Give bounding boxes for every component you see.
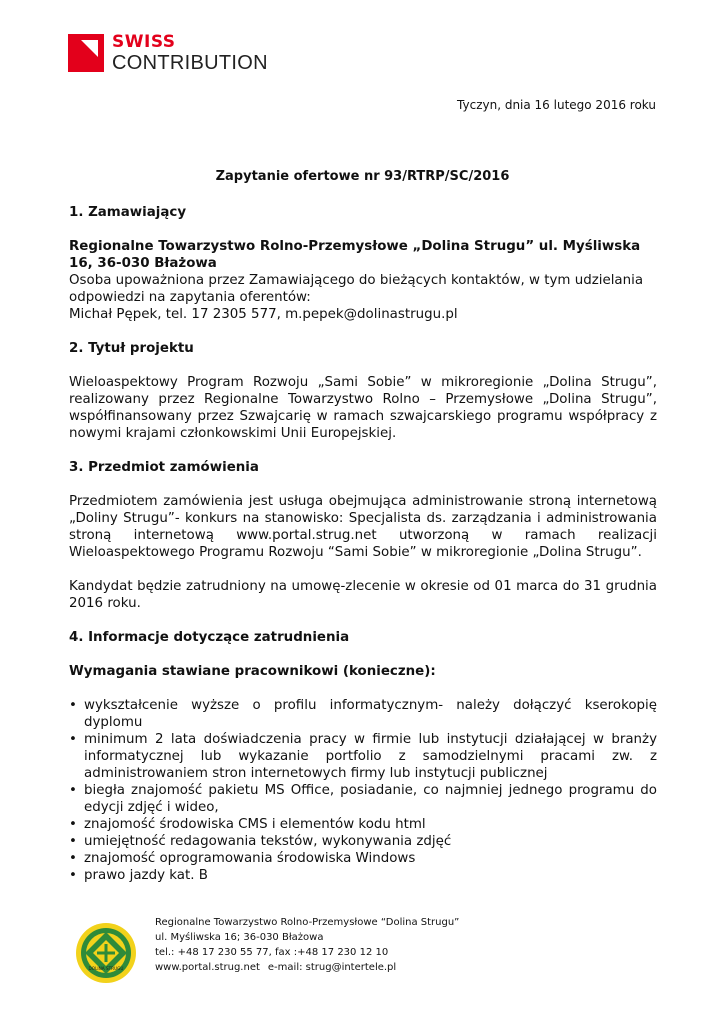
logo-swiss-text: SWISS xyxy=(112,32,176,52)
list-item: • umiejętność redagowania tekstów, wykonywania zdjęć xyxy=(69,833,657,850)
section-3-heading: 3. Przedmiot zamówienia xyxy=(69,460,259,475)
ordering-party-name: Regionalne Towarzystwo Rolno-Przemysłowe „Dolina Strugu” ul. Myśliwska 16, 36-030 Błażowa xyxy=(69,239,641,271)
emblem-label: DOLINA STRUGU xyxy=(88,966,124,971)
section-4-heading: 4. Informacje dotyczące zatrudnienia xyxy=(69,630,350,645)
list-item: • znajomość środowiska CMS i elementów kodu html xyxy=(69,816,657,833)
dolina-strugu-emblem-icon xyxy=(75,922,137,984)
list-item: • biegła znajomość pakietu MS Office, posiadanie, co najmniej jednego programu do edycji zdjęć i wideo, xyxy=(69,782,657,816)
section-1-heading: 1. Zamawiający xyxy=(69,205,187,220)
list-item: • znajomość oprogramowania środowiska Windows xyxy=(69,850,657,867)
document-title: Zapytanie ofertowe nr 93/RTRP/SC/2016 xyxy=(215,169,510,184)
employment-period-text: Kandydat będzie zatrudniony na umowę-zlecenie w okresie od 01 marca do 31 grudnia 2016 roku. xyxy=(69,579,657,611)
footer-org-name: Regionalne Towarzystwo Rolno-Przemysłowe “Dolina Strugu” xyxy=(155,917,460,928)
document-date: Tyczyn, dnia 16 lutego 2016 roku xyxy=(457,98,656,112)
list-item: • wykształcenie wyższe o profilu informatycznym- należy dołączyć kserokopię dyplomu xyxy=(69,697,657,731)
contact-details: Michał Pępek, tel. 17 2305 577, m.pepek@dolinastrugu.pl xyxy=(69,307,458,322)
footer-website-link[interactable]: www.portal.strug.net xyxy=(155,962,260,973)
order-subject-text: Przedmiotem zamówienia jest usługa obejmująca administrowanie stroną internetową „Doliny Strugu”- konkurs na stanowisko: Specjalista ds. zarządzania i administrowania stroną internetową www.portal.strug.net utworzoną w ramach realizacji Wieloaspektowego Programu Rozwoju “Sami Sobie” w mikroregionie „Dolina Strugu”. xyxy=(69,494,657,560)
requirements-list xyxy=(69,697,657,884)
logo-contribution-text: CONTRIBUTION xyxy=(112,52,268,74)
list-item: • minimum 2 lata doświadczenia pracy w firmie lub instytucji działającej w branży informatycznej lub wykazanie portfolio z samodzielnymi pracami zw. z administrowaniem stron internetowych firmy lub instytucji publicznej xyxy=(69,731,657,782)
requirements-heading: Wymagania stawiane pracownikowi (konieczne): xyxy=(69,664,436,679)
logo-red-square xyxy=(68,34,104,72)
footer-web-email xyxy=(155,960,459,975)
footer-email-link[interactable]: e-mail: strug@intertele.pl xyxy=(267,962,397,973)
contact-person-description: Osoba upoważniona przez Zamawiającego do bieżących kontaktów, w tym udzielania odpowiedzi na zapytania oferentów: xyxy=(69,273,644,305)
section-2-heading: 2. Tytuł projektu xyxy=(69,341,194,356)
footer-phone: tel.: +48 17 230 55 77, fax :+48 17 230 12 10 xyxy=(155,947,389,958)
project-title-text: Wieloaspektowy Program Rozwoju „Sami Sobie” w mikroregionie „Dolina Strugu”, realizowany przez Regionalne Towarzystwo Rolno – Przemysłowe „Dolina Strugu”, współfinansowany przez Szwajcarię w ramach szwajcarskiego programu współpracy z nowymi krajami członkowskimi Unii Europejskiej. xyxy=(69,375,657,441)
footer-address: ul. Myśliwska 16; 36-030 Błażowa xyxy=(155,932,324,943)
logo-fold-icon xyxy=(68,34,104,72)
footer-contact-block xyxy=(155,915,459,975)
document-body xyxy=(69,204,657,884)
list-item: • prawo jazdy kat. B xyxy=(69,867,657,884)
